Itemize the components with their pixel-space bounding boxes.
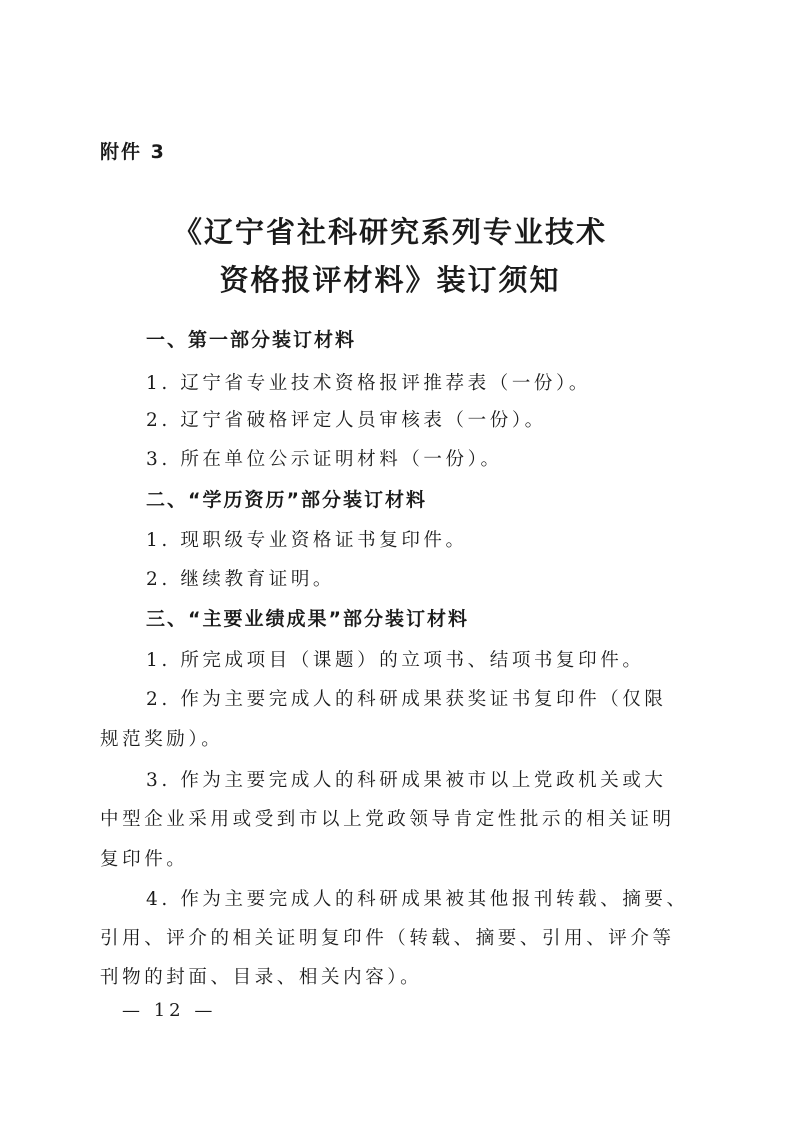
section-3-item-4-line-3: 刊物的封面、目录、相关内容）。 bbox=[100, 967, 423, 988]
section-1-heading: 一、第一部分装订材料 bbox=[146, 329, 357, 351]
page-number: — 12 — bbox=[122, 1000, 217, 1021]
attachment-label: 附件 3 bbox=[100, 141, 166, 163]
section-3-item-2-line-1: 2. 作为主要完成人的科研成果获奖证书复印件（仅限 bbox=[146, 689, 667, 710]
section-2-item-2: 2. 继续教育证明。 bbox=[146, 569, 336, 590]
section-2-item-1: 1. 现职级专业资格证书复印件。 bbox=[146, 530, 468, 551]
document-title-line-2: 资格报评材料》装订须知 bbox=[219, 263, 561, 297]
section-1-item-1: 1. 辽宁省专业技术资格报评推荐表（一份）。 bbox=[146, 373, 591, 394]
section-3-item-3-line-1: 3. 作为主要完成人的科研成果被市以上党政机关或大 bbox=[146, 770, 667, 791]
section-3-item-3-line-2: 中型企业采用或受到市以上党政领导肯定性批示的相关证明 bbox=[100, 809, 675, 830]
section-2-heading: 二、“学历资历”部分装订材料 bbox=[146, 489, 427, 511]
section-3-item-2-line-2: 规范奖励）。 bbox=[100, 729, 224, 750]
section-3-item-4-line-1: 4. 作为主要完成人的科研成果被其他报刊转载、摘要、 bbox=[146, 889, 689, 910]
section-3-heading: 三、“主要业绩成果”部分装订材料 bbox=[146, 608, 469, 630]
section-1-item-2: 2. 辽宁省破格评定人员审核表（一份）。 bbox=[146, 410, 547, 431]
section-1-item-3: 3. 所在单位公示证明材料（一份）。 bbox=[146, 449, 503, 470]
section-3-item-4-line-2: 引用、评介的相关证明复印件（转载、摘要、引用、评介等 bbox=[100, 928, 675, 949]
section-3-item-3-line-3: 复印件。 bbox=[100, 849, 189, 870]
section-3-item-1: 1. 所完成项目（课题）的立项书、结项书复印件。 bbox=[146, 650, 645, 671]
document-title-line-1: 《辽宁省社科研究系列专业技术 bbox=[172, 215, 607, 249]
